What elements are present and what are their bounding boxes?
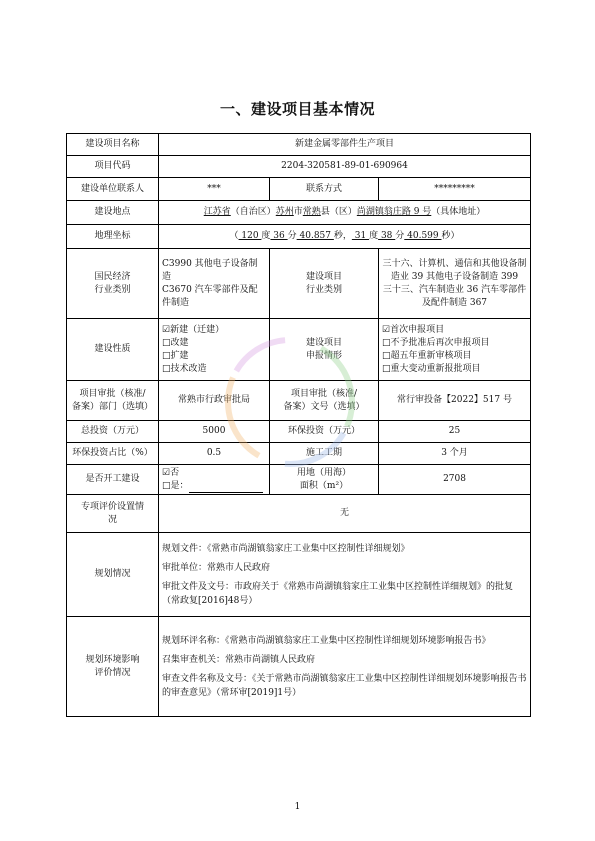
blank-line	[189, 482, 263, 493]
checkbox-option[interactable]: □改建	[162, 337, 189, 348]
town: 尚湖镇翁庄路 9 号	[356, 207, 432, 217]
planning-line: 规划文件：《常熟市尚湖镇翁家庄工业集中区控制性详细规划》	[162, 543, 410, 554]
province-suffix: （自治区）	[230, 207, 276, 217]
lat-sec: 40.599	[404, 231, 442, 241]
approval-department: 常熟市行政审批局	[159, 381, 270, 421]
cell-label: 规划环境影响 评价情况	[67, 617, 159, 717]
total-investment: 5000	[159, 421, 270, 443]
coord-text: 度	[369, 231, 379, 241]
city: 苏州	[275, 207, 294, 217]
planning-line: 审批单位：常熟市人民政府	[162, 562, 271, 573]
project-info-table	[66, 133, 531, 717]
checkbox-option[interactable]: ☑首次申报项目	[382, 324, 445, 335]
coord-text: 度	[261, 231, 271, 241]
cell-label: 联系方式	[270, 178, 379, 201]
coord-text: 分	[287, 231, 297, 241]
province: 江苏省	[203, 207, 231, 217]
planning-env-line: 审查文件名称及文号：《关于常熟市尚湖镇翁家庄工业集中区控制性详细规划环境影响报告书的审查意见》（常环审[2019]1号）	[162, 673, 527, 698]
address-suffix: （具体地址）	[431, 207, 486, 217]
table-row	[67, 201, 531, 225]
project-code: 2204-320581-89-01-690964	[159, 156, 531, 178]
option-label: □是：	[162, 480, 189, 491]
cell-label: 项目审批（核准/ 备案）部门（选填）	[67, 381, 159, 421]
cell-label: 专项评价设置情 况	[67, 495, 159, 533]
planning-env-line: 规划环评名称：《常熟市尚湖镇翁家庄工业集中区控制性详细规划环境影响报告书》	[162, 635, 491, 646]
cell-label: 国民经济 行业类别	[67, 249, 159, 319]
coord-text: 分	[395, 231, 405, 241]
industry-line: C3670 汽车零部件及配件制造	[162, 284, 258, 308]
lon-sec: 40.857	[296, 231, 334, 241]
checkbox-option[interactable]: ☑新建（迁建）	[162, 324, 225, 335]
special-evaluation: 无	[159, 495, 531, 533]
section-title: 一、建设项目基本情况	[219, 100, 375, 118]
location-address	[159, 201, 531, 225]
cell-label: 是否开工建设	[67, 465, 159, 495]
planning-info	[159, 533, 531, 617]
lat-deg: 31	[351, 231, 370, 241]
county-suffix: 县（区）	[320, 207, 357, 217]
contact-phone: *********	[379, 178, 531, 201]
cell-label: 建设单位联系人	[67, 178, 159, 201]
approval-number: 常行审投备【2022】517 号	[379, 381, 531, 421]
checkbox-option[interactable]: □扩建	[162, 350, 189, 361]
table-row	[67, 443, 531, 465]
table-row	[67, 156, 531, 178]
county: 常熟	[302, 207, 321, 217]
cell-label: 建设项目 行业类别	[270, 249, 379, 319]
table-row	[67, 381, 531, 421]
cell-label: 环保投资占比（%）	[67, 443, 159, 465]
cell-label: 建设项目名称	[67, 134, 159, 156]
cell-label: 地理坐标	[67, 225, 159, 249]
planning-env-line: 召集审查机关：常熟市尚湖镇人民政府	[162, 654, 316, 665]
city-suffix: 市	[293, 207, 303, 217]
industry-category	[159, 249, 270, 319]
coordinates	[159, 225, 531, 249]
checkbox-option-yes[interactable]	[162, 480, 266, 493]
cell-label: 建设地点	[67, 201, 159, 225]
started-options	[159, 465, 270, 495]
declare-options	[379, 319, 531, 381]
checkbox-option[interactable]: □超五年重新审核项目	[382, 350, 472, 361]
table-row	[67, 617, 531, 717]
industry-line: 三十三、汽车制造业 36 汽车零部件及配件制造 367	[382, 284, 527, 308]
table-row	[67, 319, 531, 381]
cell-label: 环保投资（万元）	[270, 421, 379, 443]
construction-period: 3 个月	[379, 443, 531, 465]
contact-person: ***	[159, 178, 270, 201]
lon-min: 36	[270, 231, 288, 241]
env-investment-ratio: 0.5	[159, 443, 270, 465]
checkbox-option[interactable]: ☑否	[162, 467, 180, 478]
nature-options	[159, 319, 270, 381]
table-row	[67, 134, 531, 156]
checkbox-option[interactable]: □重大变动重新报批项目	[382, 363, 481, 374]
table-row	[67, 533, 531, 617]
checkbox-option[interactable]: □不予批准后再次申报项目	[382, 337, 490, 348]
coord-text: 秒，	[333, 231, 352, 241]
checkbox-option[interactable]: □技术改造	[162, 363, 207, 374]
lon-deg: 120	[238, 231, 262, 241]
cell-label: 用地（用海） 面积（m²）	[270, 465, 379, 495]
planning-env-info	[159, 617, 531, 717]
cell-label: 建设性质	[67, 319, 159, 381]
cell-label: 规划情况	[67, 533, 159, 617]
table-row	[67, 249, 531, 319]
table-row	[67, 421, 531, 443]
table-row	[67, 178, 531, 201]
coord-text: 秒）	[441, 231, 460, 241]
land-area: 2708	[379, 465, 531, 495]
cell-label: 项目代码	[67, 156, 159, 178]
env-investment: 25	[379, 421, 531, 443]
page-number: 1	[294, 802, 301, 812]
cell-label: 总投资（万元）	[67, 421, 159, 443]
table-row	[67, 225, 531, 249]
cell-label: 项目审批（核准/ 备案）文号（选填）	[270, 381, 379, 421]
industry-line: 三十六、计算机、通信和其他设备制造业 39 其他电子设备制造 399	[382, 258, 527, 282]
project-name: 新建金属零部件生产项目	[159, 134, 531, 156]
lat-min: 38	[378, 231, 396, 241]
planning-line: 审批文件及文号：市政府关于《常熟市尚湖镇翁家庄工业集中区控制性详细规划》的批复（常政复[2016]48号）	[162, 581, 514, 606]
cell-label: 施工工期	[270, 443, 379, 465]
project-industry-category	[379, 249, 531, 319]
cell-label: 建设项目 申报情形	[270, 319, 379, 381]
table-row	[67, 495, 531, 533]
table-row	[67, 465, 531, 495]
industry-line: C3990 其他电子设备制造	[162, 258, 258, 282]
coord-text: （	[229, 231, 239, 241]
